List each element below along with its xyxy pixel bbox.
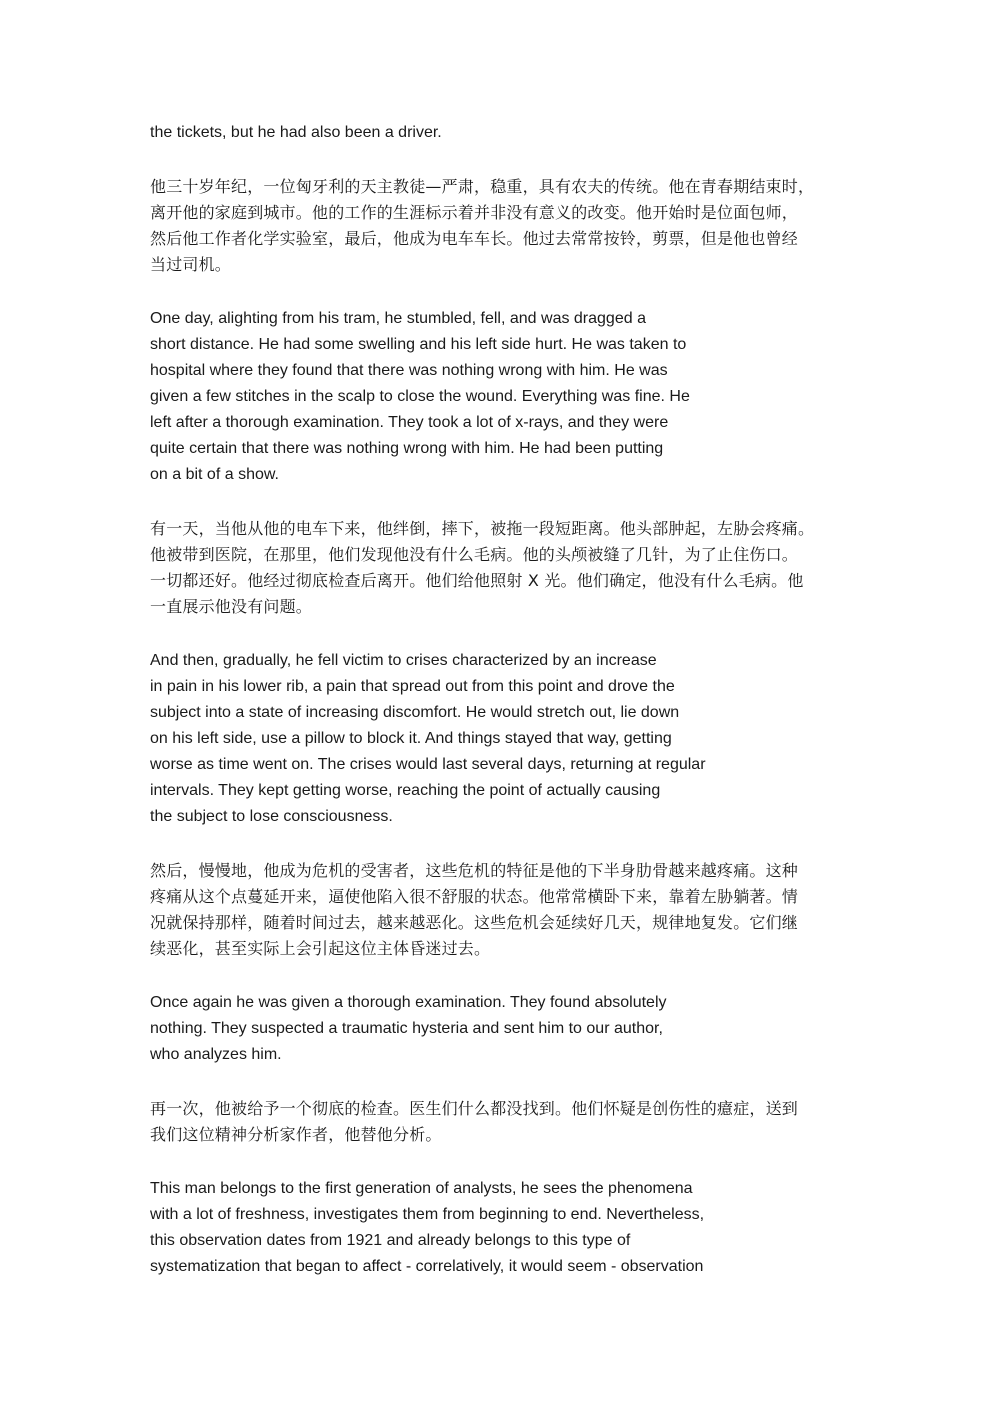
text-line: 一切都还好。他经过彻底检查后离开。他们给他照射 X 光。他们确定，他没有什么毛病。他 xyxy=(150,571,804,590)
text-line: on his left side, use a pillow to block it. And things stayed that way, getting xyxy=(150,730,672,747)
text-line: And then, gradually, he fell victim to crises characterized by an increase xyxy=(150,652,657,669)
text-line: worse as time went on. The crises would last several days, returning at regular xyxy=(150,756,706,773)
text-line: 续恶化，甚至实际上会引起这位主体昏迷过去。 xyxy=(150,939,491,958)
text-line: 然后他工作者化学实验室，最后，他成为电车车长。他过去常常按铃，剪票，但是他也曾经 xyxy=(150,229,799,248)
text-line: systematization that began to affect - correlatively, it would seem - observation xyxy=(150,1258,704,1275)
text-line: given a few stitches in the scalp to close the wound. Everything was fine. He xyxy=(150,388,690,405)
text-line: the tickets, but he had also been a driver. xyxy=(150,124,442,141)
text-line: 况就保持那样，随着时间过去，越来越恶化。这些危机会延续好几天，规律地复发。它们继 xyxy=(150,913,799,932)
text-line: intervals. They kept getting worse, reaching the point of actually causing xyxy=(150,782,661,799)
text-line: 疼痛从这个点蔓延开来，逼使他陷入很不舒服的状态。他常常横卧下来，靠着左胁躺著。情 xyxy=(150,887,799,906)
document-page xyxy=(150,120,850,1280)
paragraph-en-2 xyxy=(150,306,850,488)
text-line: 我们这位精神分析家作者，他替他分析。 xyxy=(150,1125,442,1144)
text-line: nothing. They suspected a traumatic hysteria and sent him to our author, xyxy=(150,1020,663,1037)
text-line: in pain in his lower rib, a pain that spread out from this point and drove the xyxy=(150,678,675,695)
text-line: quite certain that there was nothing wrong with him. He had been putting xyxy=(150,440,664,457)
text-line: the subject to lose consciousness. xyxy=(150,808,393,825)
text-line: This man belongs to the first generation of analysts, he sees the phenomena xyxy=(150,1180,693,1197)
paragraph-en-4 xyxy=(150,990,850,1068)
paragraph-zh-1 xyxy=(150,174,850,278)
text-line: this observation dates from 1921 and already belongs to this type of xyxy=(150,1232,631,1249)
paragraph-en-1 xyxy=(150,120,850,146)
text-line: 有一天，当他从他的电车下来，他绊倒，摔下，被拖一段短距离。他头部肿起，左胁会疼痛。 xyxy=(150,519,815,538)
text-line: Once again he was given a thorough examination. They found absolutely xyxy=(150,994,667,1011)
text-line: 他三十岁年纪，一位匈牙利的天主教徒—严肃，稳重，具有农夫的传统。他在青春期结束时， xyxy=(150,177,815,196)
text-line: with a lot of freshness, investigates them from beginning to end. Nevertheless, xyxy=(150,1206,705,1223)
text-line: One day, alighting from his tram, he stumbled, fell, and was dragged a xyxy=(150,310,646,327)
paragraph-en-3 xyxy=(150,648,850,830)
text-line: subject into a state of increasing discomfort. He would stretch out, lie down xyxy=(150,704,680,721)
text-line: 他被带到医院，在那里，他们发现他没有什么毛病。他的头颅被缝了几针，为了止住伤口。 xyxy=(150,545,799,564)
text-line: 当过司机。 xyxy=(150,255,232,274)
text-line: 离开他的家庭到城市。他的工作的生涯标示着并非没有意义的改变。他开始时是位面包师， xyxy=(150,203,799,222)
paragraph-zh-3 xyxy=(150,858,850,962)
paragraph-zh-4 xyxy=(150,1096,850,1148)
text-line: short distance. He had some swelling and his left side hurt. He was taken to xyxy=(150,336,687,353)
text-line: left after a thorough examination. They took a lot of x-rays, and they were xyxy=(150,414,669,431)
text-line: on a bit of a show. xyxy=(150,466,279,483)
paragraph-en-5 xyxy=(150,1176,850,1280)
text-line: 然后，慢慢地，他成为危机的受害者，这些危机的特征是他的下半身肋骨越来越疼痛。这种 xyxy=(150,861,799,880)
text-line: who analyzes him. xyxy=(150,1046,282,1063)
text-line: 再一次，他被给予一个彻底的检查。医生们什么都没找到。他们怀疑是创伤性的癔症，送到 xyxy=(150,1099,799,1118)
text-line: 一直展示他没有问题。 xyxy=(150,597,313,616)
paragraph-zh-2 xyxy=(150,516,850,620)
text-line: hospital where they found that there was nothing wrong with him. He was xyxy=(150,362,668,379)
